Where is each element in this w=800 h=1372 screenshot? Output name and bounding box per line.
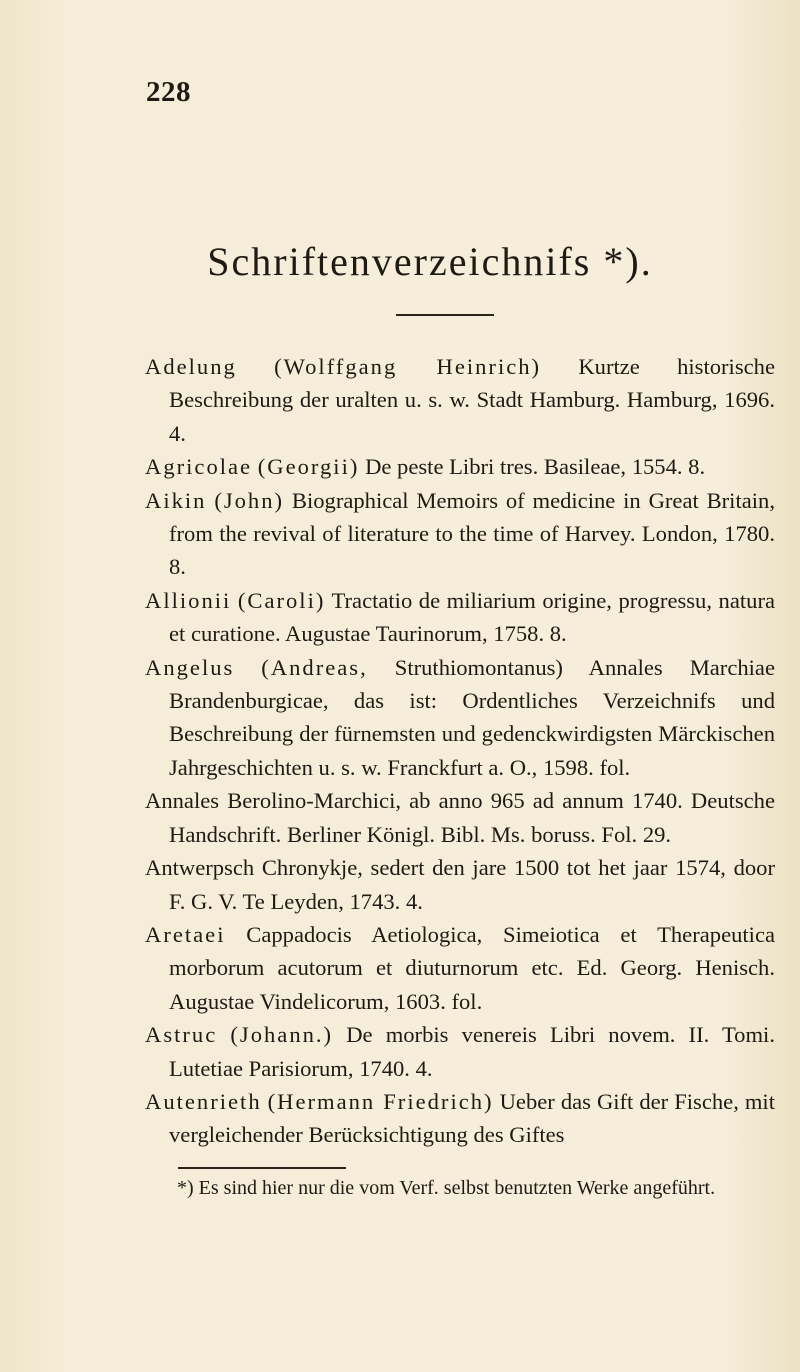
entry-name: (Johann.) <box>230 1022 334 1048</box>
entry-author: Angelus <box>145 654 235 680</box>
entry-name: (Caroli) <box>237 587 326 613</box>
bibliography-entry <box>145 651 775 785</box>
entry-text: Antwerpsch Chronykje, sedert den jare 1500 tot het jaar 1574, door F. G. V. Te Leyden, 1743. 4. <box>145 855 775 914</box>
entry-text: Biographical Memoirs of medicine in Great Britain, from the revival of literature to the time of Harvey. London, 1780. 8. <box>169 487 775 580</box>
bibliography-entry <box>145 450 775 483</box>
entry-text: Struthiomontanus) Annales Marchiae Brandenburgicae, das ist: Ordentliches Verzeichnifs und Beschreibung der fürnemsten und gedenckwirdigsten Märckischen Jahrgeschichten u. s. w. Franckfurt a. O., 1598. fol. <box>169 654 775 780</box>
bibliography-entry <box>145 784 775 851</box>
title-divider <box>396 314 494 316</box>
entry-name: (Hermann Friedrich) <box>267 1088 494 1114</box>
bibliography-entry <box>145 851 775 918</box>
entry-text: Annales Berolino-Marchici, ab anno 965 ad annum 1740. Deutsche Handschrift. Berliner Königl. Bibl. Ms. boruss. Fol. 29. <box>145 788 775 847</box>
entry-author: Aikin <box>145 487 207 513</box>
entry-author: Aretaei <box>145 921 226 947</box>
entry-author: Allionii <box>145 587 232 613</box>
entry-text: Kurtze historische Beschreibung der uralten u. s. w. Stadt Hamburg. Hamburg, 1696. 4. <box>169 354 775 446</box>
page-title: Schriftenverzeichnifs *). <box>207 239 653 284</box>
entry-author: Autenrieth <box>145 1088 262 1114</box>
entry-name: (John) <box>214 487 285 513</box>
entry-name: (Wolffgang Heinrich) <box>274 354 542 379</box>
bibliography-entry <box>145 918 775 1018</box>
bibliography-list <box>145 350 775 1152</box>
bibliography-entry <box>145 350 775 450</box>
page-number: 228 <box>146 76 191 108</box>
entry-name: (Andreas, <box>261 654 368 680</box>
entry-text: De morbis venereis Libri novem. II. Tomi. Lutetiae Parisiorum, 1740. 4. <box>169 1022 775 1081</box>
entry-author: Agricolae <box>145 454 253 480</box>
footnote: *) Es sind hier nur die vom Verf. selbst benutzten Werke angeführt. <box>177 1177 716 1199</box>
entry-text: De peste Libri tres. Basileae, 1554. 8. <box>365 454 706 480</box>
entry-author: Adelung <box>145 354 237 379</box>
footnote-divider <box>178 1167 346 1169</box>
bibliography-entry <box>145 584 775 651</box>
entry-author: Astruc <box>145 1022 218 1048</box>
entry-name: (Georgii) <box>257 454 360 480</box>
bibliography-entry <box>145 1085 775 1152</box>
entry-text: Ueber das Gift der Fische, mit vergleichender Berücksichtigung des Giftes <box>169 1088 775 1148</box>
entry-text: Tractatio de miliarium origine, progressu, natura et curatione. Augustae Taurinorum, 1758. 8. <box>169 587 775 647</box>
bibliography-entry <box>145 1018 775 1085</box>
entry-text: Cappadocis Aetiologica, Simeiotica et Therapeutica morborum acutorum et diuturnorum etc. Ed. Georg. Henisch. Augustae Vindelicorum, 1603. fol. <box>169 921 775 1014</box>
bibliography-entry <box>145 484 775 584</box>
